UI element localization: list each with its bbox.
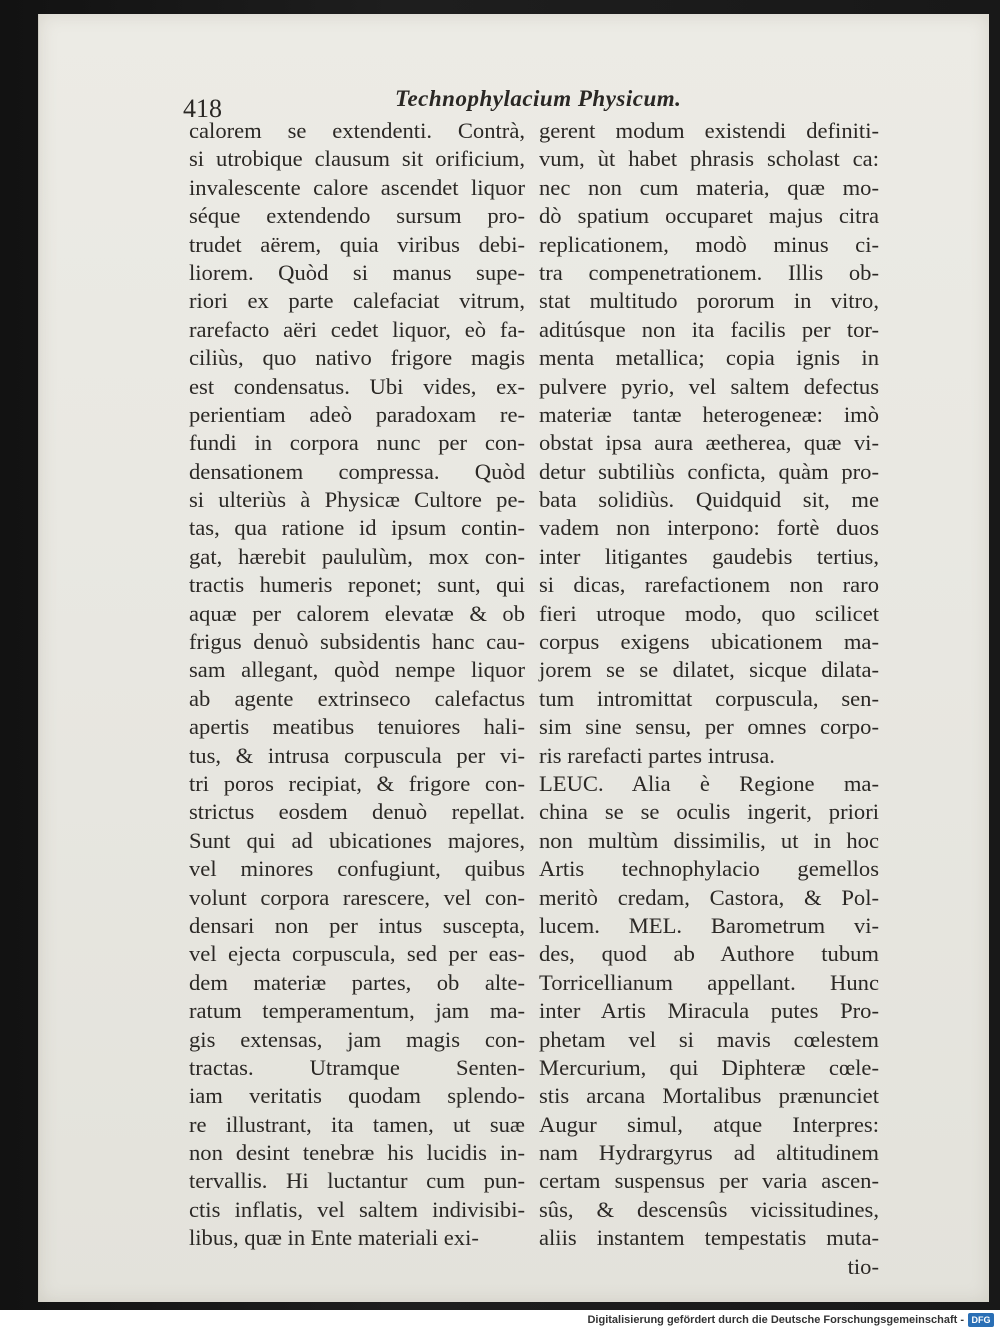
right-column-line: si dicas, rarefactionem non raro [539,572,879,598]
left-column-line: riori ex parte calefaciat vitrum, [189,288,525,314]
left-column-line: strictus eosdem denuò repellat. [189,799,525,825]
right-column-line: sim sine sensu, per omnes corpo- [539,714,879,740]
left-column-line: densationem compressa. Quòd [189,458,525,484]
left-column-line: vel ejecta corpuscula, sed per eas- [189,941,525,967]
right-column-line: nam Hydrargyrus ad altitudinem [539,1140,879,1166]
left-column-line: liorem. Quòd si manus supe- [189,259,525,285]
right-column-line: lucem. MEL. Barometrum vi- [539,912,879,938]
left-column-line: apertis meatibus tenuiores hali- [189,714,525,740]
left-column-line: invalescente calore ascendet liquor [189,174,525,200]
right-column-line: vum, ùt habet phrasis scholast ca: [539,146,879,172]
right-column-line: certam suspensus per varia ascen- [539,1168,879,1194]
left-column-line: sam allegant, quòd nempe liquor [189,657,525,683]
right-column-line: fieri utroque modo, quo scilicet [539,600,879,626]
right-column-line: obstat ipsa aura æetherea, quæ vi- [539,430,879,456]
left-column-line: si utrobique clausum sit orificium, [189,146,525,172]
right-text-column [539,117,879,1281]
left-column-line: tas, qua ratione id ipsum contin- [189,515,525,541]
right-column-line: Torricellianum appellant. Hunc [539,969,879,995]
left-column-line: trudet aërem, quia viribus debi- [189,231,525,257]
right-column-line: tum intromittat corpuscula, sen- [539,685,879,711]
right-column-line: phetam vel si mavis cœlestem [539,1026,879,1052]
right-column-line: aditúsque non ita facilis per tor- [539,316,879,342]
left-column-line: calorem se extendenti. Contrà, [189,118,525,143]
right-column-line: meritò credam, Castora, & Pol- [539,884,879,910]
right-column-line: gerent modum existendi definiti- [539,118,879,143]
right-column-line: Mercurium, qui Diphteræ cœle- [539,1054,879,1080]
right-column-line: Augur simul, atque Interpres: [539,1111,879,1137]
left-column-line: aquæ per calorem elevatæ & ob [189,600,525,626]
left-column-line: dem materiæ partes, ob alte- [189,969,525,995]
right-column-line: tio- [847,1253,879,1279]
left-column-line: ciliùs, quo nativo frigore magis [189,345,525,371]
left-column-line: tractas. Utramque Senten- [189,1054,525,1080]
page-number: 418 [183,94,222,123]
right-column-line: pulvere pyrio, vel saltem defectus [539,373,879,399]
left-column-line: re illustrant, ita tamen, ut suæ [189,1111,525,1137]
left-column-line: perientiam adeò paradoxam re- [189,401,525,427]
left-column-line: ab agente extrinseco calefactus [189,685,525,711]
left-column-line: séque extendendo sursum pro- [189,203,525,229]
left-column-line: gat, hærebit paululùm, mox con- [189,543,525,569]
right-column-line: Artis technophylacio gemellos [539,856,879,882]
left-column-line: tractis humeris reponet; sunt, qui [189,572,525,598]
right-column-line: aliis instantem tempestatis muta- [539,1225,879,1251]
left-column-line: densari non per intus suscepta, [189,912,525,938]
left-column-line: rarefacto aëri cedet liquor, eò fa- [189,316,525,342]
left-column-line: tus, & intrusa corpuscula per vi- [189,742,525,768]
left-column-line: volunt corpora rarescere, vel con- [189,884,525,910]
left-column-line: si ulteriùs à Physicæ Cultore pe- [189,487,525,513]
footer-credit: Digitalisierung gefördert durch die Deutsche Forschungsgemeinschaft - [587,1314,964,1326]
right-column-line: LEUC. Alia è Regione ma- [539,770,879,796]
right-column-line: sûs, & descensûs vicissitudines, [539,1196,879,1222]
right-column-line: corpus exigens ubicationem ma- [539,629,879,655]
right-column-line: des, quod ab Authore tubum [539,941,879,967]
right-column-line: non multùm dissimilis, ut in hoc [539,827,879,853]
left-column-line: ratum temperamentum, jam ma- [189,998,525,1024]
left-column-line: non desint tenebræ his lucidis in- [189,1140,525,1166]
dfg-logo-icon: DFG [968,1313,994,1327]
left-column-line: est condensatus. Ubi vides, ex- [189,373,525,399]
left-column-line: ctis inflatis, vel saltem indivisibi- [189,1196,525,1222]
left-column-line: tervallis. Hi luctantur cum pun- [189,1168,525,1194]
right-column-line: bata solidiùs. Quidquid sit, me [539,487,879,513]
left-column-line: vel minores confugiunt, quibus [189,856,525,882]
right-column-line: jorem se se dilatet, sicque dilata- [539,657,879,683]
left-column-line: fundi in corpora nunc per con- [189,430,525,456]
right-column-line: tra compenetrationem. Illis ob- [539,259,879,285]
running-head: Technophylacium Physicum. [395,86,682,111]
right-column-line: materiæ tantæ heterogeneæ: imò [539,401,879,427]
right-column-line: china se se oculis ingerit, priori [539,799,879,825]
right-column-line: nec non cum materia, quæ mo- [539,174,879,200]
left-column-line: frigus denuò subsidentis hanc cau- [189,629,525,655]
left-column-line: tri poros recipiat, & frigore con- [189,770,525,796]
right-column-line: vadem non interpono: fortè duos [539,515,879,541]
right-column-line: detur subtiliùs conficta, quàm pro- [539,458,879,484]
right-column-line: dò spatium occuparet majus citra [539,203,879,229]
right-column-line: inter litigantes gaudebis tertius, [539,543,879,569]
right-column-line: stat multitudo pororum in vitro, [539,288,879,314]
right-column-line: inter Artis Miracula putes Pro- [539,998,879,1024]
right-column-line: ris rarefacti partes intrusa. [539,742,775,768]
right-column-line: stis arcana Mortalibus prænunciet [539,1083,879,1109]
left-column-line: libus, quæ in Ente materiali exi- [189,1225,479,1251]
right-column-line: menta metallica; copia ignis in [539,345,879,371]
left-column-line: gis extensas, jam magis con- [189,1026,525,1052]
left-text-column [189,117,525,1253]
left-column-line: Sunt qui ad ubicationes majores, [189,827,525,853]
right-column-line: replicationem, modò minus ci- [539,231,879,257]
left-column-line: iam veritatis quodam splendo- [189,1083,525,1109]
